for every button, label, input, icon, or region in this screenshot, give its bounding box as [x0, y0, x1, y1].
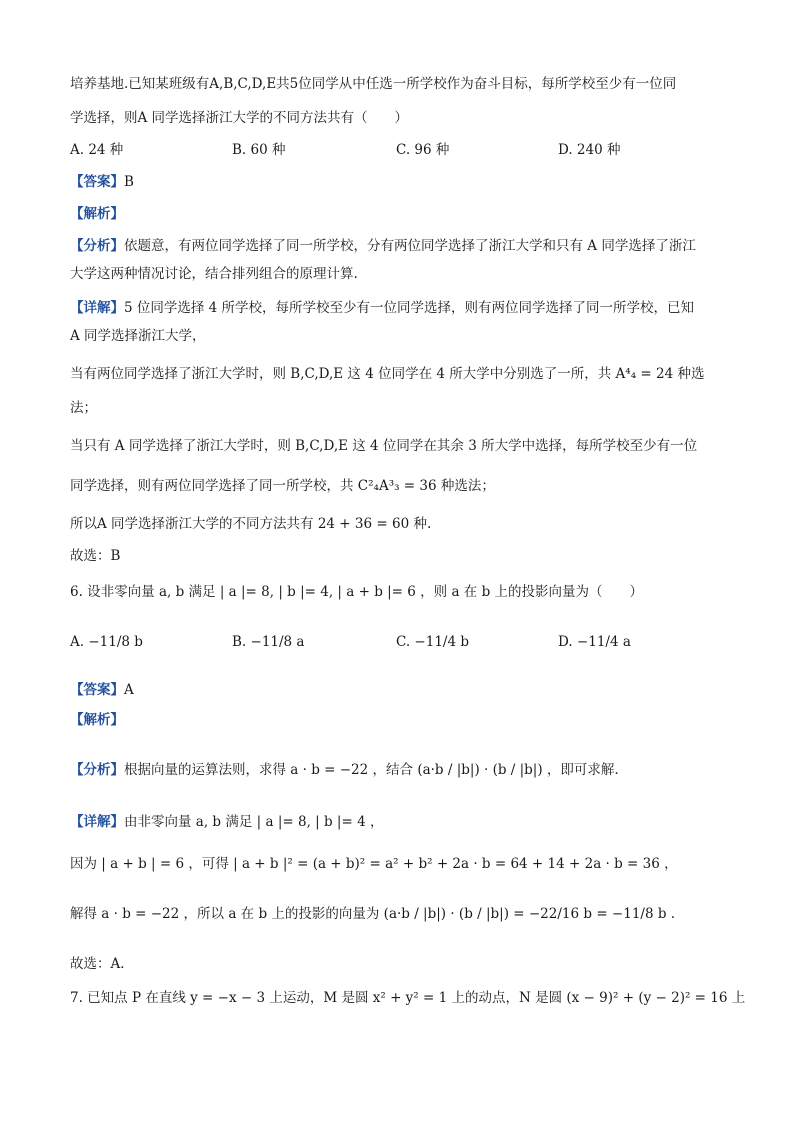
- q5-xiangjie-line-7: 所以A 同学选择浙江大学的不同方法共有 24 + 36 = 60 种.: [70, 516, 432, 532]
- q5-xiangjie-text-1: 5 位同学选择 4 所学校，每所学校至少有一位同学选择，则有两位同学选择了同一所学校，已知: [124, 300, 695, 316]
- q6-stem: 6. 设非零向量 a, b 满足 | a |= 8, | b |= 4, | a + b |= 6 ，则 a 在 b 上的投影向量为（ ）: [70, 584, 644, 600]
- answer-label: 【答案】: [70, 682, 124, 698]
- q6-option-a: A. −11/8 b: [70, 634, 143, 650]
- q5-option-d: D. 240 种: [558, 142, 621, 158]
- q5-answer-value: B: [124, 174, 134, 190]
- q5-xiangjie-line-3: 当有两位同学选择了浙江大学时，则 B,C,D,E 这 4 位同学在 4 所大学中分别选了一所，共 A⁴₄ = 24 种选: [70, 366, 705, 382]
- analysis-label: 【解析】: [70, 206, 124, 222]
- answer-label: 【答案】: [70, 174, 124, 190]
- q5-xiangjie-line-5: 当只有 A 同学选择了浙江大学时，则 B,C,D,E 这 4 位同学在其余 3 所大学中选择，每所学校至少有一位: [70, 438, 698, 454]
- fenxi-label: 【分析】: [70, 238, 124, 254]
- q5-xiangjie-line-1: [70, 298, 694, 318]
- xiangjie-label: 【详解】: [70, 814, 124, 830]
- q5-xiangjie-line-6: 同学选择，则有两位同学选择了同一所学校，共 C²₄A³₃ = 36 种选法；: [70, 478, 495, 494]
- q5-option-b: B. 60 种: [232, 142, 286, 158]
- q6-xiangjie-text-1: 由非零向量 a, b 满足 | a |= 8, | b |= 4 ，: [124, 814, 384, 830]
- xiangjie-label: 【详解】: [70, 300, 124, 316]
- analysis-label: 【解析】: [70, 712, 124, 728]
- q6-xiangjie-line-3: 解得 a · b = −22 ，所以 a 在 b 上的投影的向量为 (a·b / |b|) · (b / |b|) = −22/16 b = −11/8 b .: [70, 906, 676, 922]
- q5-xiangjie-line-2: A 同学选择浙江大学，: [70, 328, 206, 344]
- q6-xiangjie-line-2: 因为 | a + b | = 6 ，可得 | a + b |² = (a + b)² = a² + b² + 2a · b = 64 + 14 + 2a · b = 36 ，: [70, 856, 678, 872]
- q5-stem-line-2: 学选择，则A 同学选择浙江大学的不同方法共有（ ）: [70, 110, 409, 126]
- q5-option-c: C. 96 种: [396, 142, 450, 158]
- q6-option-d: D. −11/4 a: [558, 634, 631, 650]
- fenxi-label: 【分析】: [70, 762, 124, 778]
- q7-stem: 7. 已知点 P 在直线 y = −x − 3 上运动，M 是圆 x² + y² = 1 上的动点，N 是圆 (x − 9)² + (y − 2)² = 16 上: [70, 990, 746, 1006]
- q6-fenxi-line: [70, 760, 619, 780]
- q5-fenxi-text-1: 依题意，有两位同学选择了同一所学校，分有两位同学选择了浙江大学和只有 A 同学选择了浙江: [124, 238, 696, 254]
- q6-analysis-label: [70, 710, 124, 730]
- q6-fenxi-text: 根据向量的运算法则，求得 a · b = −22 ，结合 (a·b / |b|) · (b / |b|) ，即可求解.: [124, 762, 619, 778]
- q5-option-a: A. 24 种: [70, 142, 124, 158]
- q6-final-answer: 故选：A.: [70, 956, 125, 972]
- q5-answer-line: [70, 172, 134, 192]
- q6-answer-line: [70, 680, 134, 700]
- q6-option-b: B. −11/8 a: [232, 634, 305, 650]
- q5-fenxi-line-2: 大学这两种情况讨论，结合排列组合的原理计算.: [70, 266, 358, 282]
- q5-final-answer: 故选：B: [70, 548, 121, 564]
- q6-answer-value: A: [124, 682, 134, 698]
- q6-xiangjie-line-1: [70, 812, 383, 832]
- q5-xiangjie-line-4: 法；: [70, 400, 97, 416]
- q5-stem-line-1: 培养基地.已知某班级有A,B,C,D,E共5位同学从中任选一所学校作为奋斗目标，每所学校至少有一位同: [70, 76, 677, 92]
- q5-fenxi-line-1: [70, 236, 696, 256]
- q5-analysis-label: [70, 204, 124, 224]
- q6-option-c: C. −11/4 b: [396, 634, 469, 650]
